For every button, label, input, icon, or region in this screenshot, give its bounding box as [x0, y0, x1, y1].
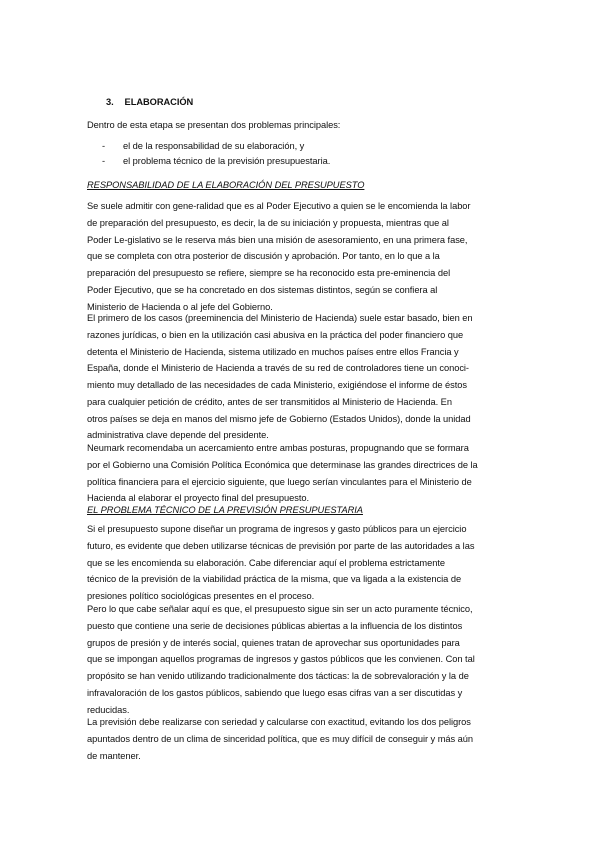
paragraph: El primero de los casos (preeminencia del Ministerio de Hacienda) suele estar basado, bien en razones jurídicas, o bien en la utilización casi abusiva en la práctica del poder financiero que detenta el Ministerio de Hacienda, sistema utilizado en muchos países entre ellos Francia y España, donde el Ministerio de Hacienda a través de su red de controladores tiene un conoci- miento muy detallado de las necesidades de cada Ministerio, exigiéndose el informe de éstos para cualquier petición de crédito, antes de ser transmitidos al Ministerio de Hacienda. En otros países se deja en manos del mismo jefe de Gobierno (Estados Unidos), donde la unidad administrativa clave depende del presidente. [87, 313, 473, 441]
heading-number: 3. [106, 97, 114, 107]
bullet-list [102, 139, 330, 169]
paragraph: Si el presupuesto supone diseñar un programa de ingresos y gasto públicos para un ejercicio futuro, es evidente que deben utilizarse técnicas de previsión por parte de las autoridades a las que se les encomienda su elaboración. Cabe diferenciar aquí el problema estrictamente técnico de la previsión de la viabilidad práctica de la misma, que va ligada a la existencia de presiones político sociológicas presentes en el proceso. [87, 524, 475, 601]
section-title-responsabilidad: RESPONSABILIDAD DE LA ELABORACIÓN DEL PRESUPUESTO [87, 180, 365, 190]
paragraph: Pero lo que cabe señalar aquí es que, el presupuesto sigue sin ser un acto puramente técnico, puesto que contiene una serie de decisiones públicas abiertas a la influencia de los distintos grupos de presión y de interés social, quienes tratan de aprovechar sus oportunidades para que se impongan aquellos programas de ingresos y gastos públicos que les convienen. Con tal propósito se han venido utilizando tradicionalmente dos tácticas: la de sobrevaloración y la de infravaloración de los gastos públicos, sabiendo que luego esas cifras van a ser discutidas y reducidas. [87, 604, 475, 715]
list-item: - el de la responsabilidad de su elaboración, y [102, 141, 305, 151]
list-item: - el problema técnico de la previsión presupuestaria. [102, 156, 331, 166]
paragraph: Se suele admitir con gene-ralidad que es al Poder Ejecutivo a quien se le encomienda la labor de preparación del presupuesto, es decir, la de su iniciación y propuesta, mientras que al Poder Le-gislativo se le reserva más bien una misión de asesoramiento, en una primera fase, que se completa con otra posterior de discusión y aprobación. Por tanto, en lo que a la preparación del presupuesto se refiere, siempre se ha reconocido esta pre-eminencia del Poder Ejecutivo, que se ha concretado en dos sistemas distintos, según se confiera al Ministerio de Hacienda o al jefe del Gobierno. [87, 201, 471, 312]
paragraph: La previsión debe realizarse con seriedad y calcularse con exactitud, evitando los dos peligros apuntados dentro de un clima de sinceridad política, que es muy difícil de conseguir y más aún de mantener. [87, 717, 473, 761]
section-title-problema-tecnico: EL PROBLEMA TÉCNICO DE LA PREVISIÓN PRESUPUESTARIA [87, 505, 363, 515]
intro-text: Dentro de esta etapa se presentan dos problemas principales: [87, 120, 341, 130]
paragraph: Neumark recomendaba un acercamiento entre ambas posturas, propugnando que se formara por el Gobierno una Comisión Política Económica que determinase las grandes directrices de la política financiera para el ejercicio siguiente, que luego serían vinculantes para el Ministerio de Hacienda al elaborar el proyecto final del presupuesto. [87, 443, 478, 504]
section-heading [106, 97, 193, 107]
heading-title: ELABORACIÓN [124, 97, 194, 107]
